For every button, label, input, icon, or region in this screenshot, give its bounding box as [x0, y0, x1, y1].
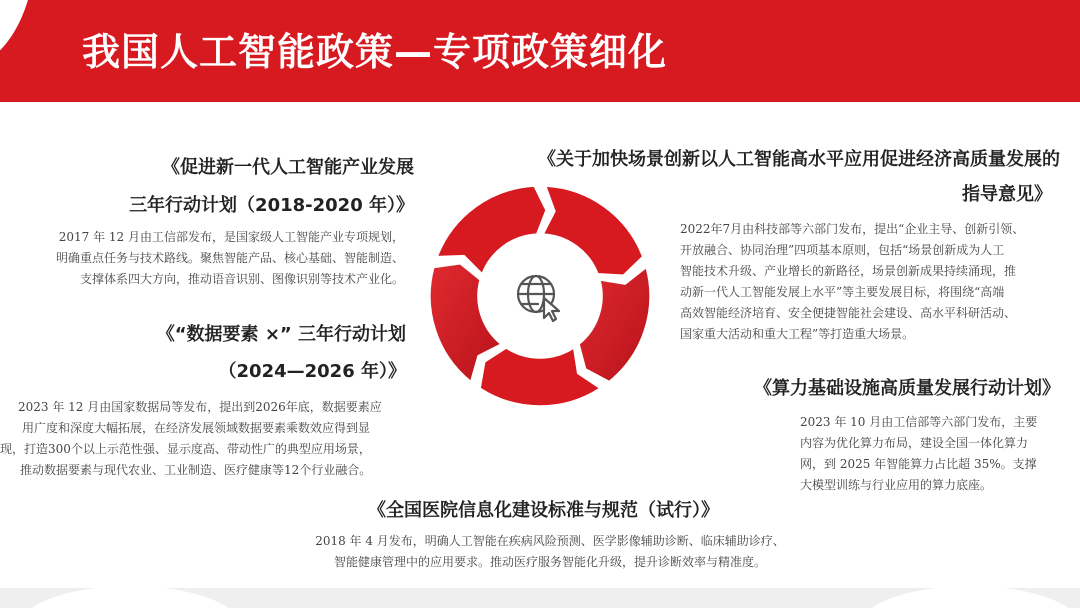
policy-description	[0, 397, 418, 481]
policy-title-line: 《“数据要素 ×” 三年行动计划	[156, 324, 406, 345]
description-line: 国家重大活动和重大工程”等打造重大场景。	[680, 327, 915, 341]
description-line: 智能健康管理中的应用要求。推动医疗服务智能化升级，提升诊断效率与精准度。	[333, 555, 766, 569]
description-line: 动新一代人工智能发展上水平”等主要发展目标，将围绕“高端	[680, 285, 1005, 299]
cycle-ring	[426, 182, 654, 410]
policy-title-line: 《算力基础设施高质量发展行动计划》	[754, 378, 1060, 399]
description-line: 明确重点任务与技术路线。聚焦智能产品、核心基础、智能制造、	[55, 251, 404, 265]
description-line: 2023 年 10 月由工信部等六部门发布，主要	[800, 415, 1038, 429]
description-line: 内容为优化算力布局，建设全国一体化算力	[800, 436, 1029, 450]
page-title: 我国人工智能政策—专项政策细化	[82, 30, 668, 74]
policy-title-line: 《全国医院信息化建设标准与规范（试行）》	[368, 500, 719, 521]
description-line: 2017 年 12 月由工信部发布，是国家级人工智能产业专项规划，	[58, 230, 404, 244]
policy-description	[290, 531, 810, 573]
description-line: 2022年7月由科技部等六部门发布，提出“企业主导、创新引领、	[680, 222, 1025, 236]
description-line: 2018 年 4 月发布，明确人工智能在疾病风险预测、医学影像辅助诊断、临床辅助诊疗、	[315, 534, 785, 548]
description-line: 网，到 2025 年智能算力占比超 35%。支撑	[800, 457, 1037, 471]
description-line: 2023 年 12 月由国家数据局等发布，提出到2026年底，数据要素应	[18, 400, 382, 414]
policy-title-line: 《关于加快场景创新以人工智能高水平应用促进经济高质量发展的	[538, 149, 1060, 170]
policy-title-line: 指导意见》	[962, 184, 1052, 205]
description-line: 开放融合、协同治理”四项基本原则，包括“场景创新成为人工	[680, 243, 1005, 257]
policy-description	[0, 227, 404, 290]
description-line: 用广度和深度大幅拓展，在经济发展领域数据要素乘数效应得到显	[22, 421, 371, 435]
description-line: 支撑体系四大方向，推动语音识别、图像识别等技术产业化。	[79, 272, 404, 286]
description-line: 高效智能经济培育、安全便捷智能社会建设、高水平科研活动、	[680, 306, 1017, 320]
policy-description	[800, 412, 1070, 496]
description-line: 大模型训练与行业应用的算力底座。	[800, 478, 993, 492]
description-line: 现，打造300个以上示范性强、显示度高、带动性广的典型应用场景，	[0, 442, 371, 456]
description-line: 推动数据要素与现代农业、工业制造、医疗健康等12个行业融合。	[20, 463, 372, 477]
policy-title-line: 《促进新一代人工智能产业发展	[162, 157, 414, 178]
policy-title-line: （2024—2026 年）》	[218, 361, 406, 382]
policy-description	[680, 219, 1070, 345]
policy-title-line: 三年行动计划（2018-2020 年）》	[129, 195, 414, 216]
policy-cycle-diagram	[426, 182, 654, 410]
ring-center	[478, 234, 602, 358]
description-line: 智能技术升级、产业增长的新路径，场景创新成果持续涌现，推	[680, 264, 1017, 278]
